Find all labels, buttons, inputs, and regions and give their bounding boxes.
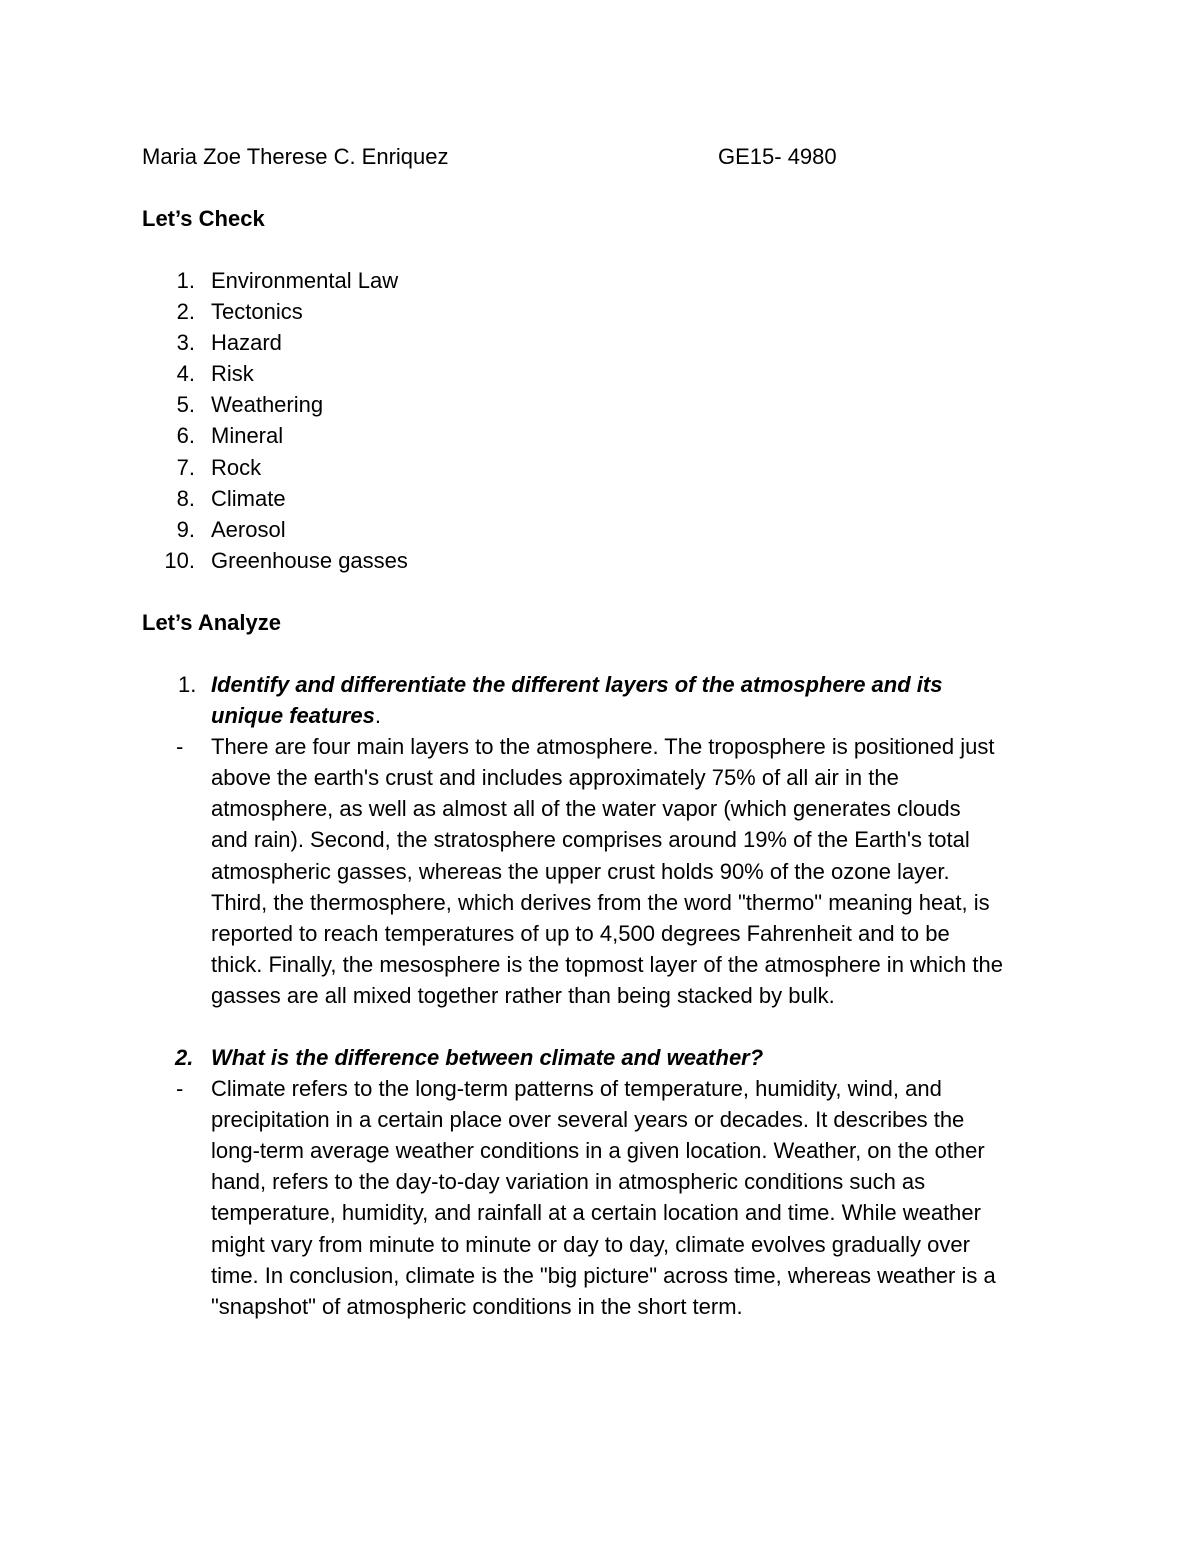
question-number: 2. (175, 1045, 194, 1070)
list-item-number: 6. (176, 423, 195, 449)
answer-line: Climate refers to the long-term patterns of temperature, humidity, wind, and (211, 1076, 942, 1102)
answer-row (142, 731, 1082, 1011)
answer-line: precipitation in a certain place over several years or decades. It describes the (211, 1107, 965, 1133)
list-item-label: Risk (211, 361, 254, 387)
answer-line: atmospheric gasses, whereas the upper crust holds 90% of the ozone layer. (211, 858, 950, 884)
question-line-wrap (211, 700, 1081, 731)
list-item-number: 3. (176, 330, 195, 356)
list-item-label: Mineral (211, 423, 284, 449)
question-row (142, 669, 1082, 731)
lets-check-heading: Let’s Check (142, 206, 265, 231)
answer-dash: - (176, 734, 184, 760)
list-item-label: Climate (211, 485, 286, 511)
course-code: GE15- 4980 (718, 144, 837, 169)
list-item-label: Environmental Law (211, 268, 399, 293)
list-item-number: 8. (176, 485, 195, 511)
answer-line: Third, the thermosphere, which derives from the word "thermo" meaning heat, is (211, 889, 990, 915)
answer-line: "snapshot" of atmospheric conditions in the short term. (211, 1293, 743, 1319)
list-item-label: Weathering (211, 392, 324, 418)
question-trailing: . (374, 703, 381, 729)
answer-line: hand, refers to the day-to-day variation in atmospheric conditions such as (211, 1169, 926, 1195)
list-item-label: Hazard (211, 330, 282, 356)
question-text (211, 1042, 1081, 1073)
student-name: Maria Zoe Therese C. Enriquez (142, 144, 449, 169)
list-item-number: 7. (176, 454, 195, 480)
answer-dash: - (176, 1076, 184, 1102)
answer-line: temperature, humidity, and rainfall at a certain location and time. While weather (211, 1200, 981, 1226)
answer-line: atmosphere, as well as almost all of the water vapor (which generates clouds (211, 796, 961, 822)
answer-line: long-term average weather conditions in a given location. Weather, on the other (211, 1138, 985, 1164)
question-line: unique features (211, 703, 375, 729)
list-item-number: 5. (176, 392, 195, 418)
list-item-number: 4. (176, 361, 195, 387)
answer-row (142, 1073, 1082, 1322)
answer-line: reported to reach temperatures of up to 4,500 degrees Fahrenheit and to be (211, 920, 950, 946)
list-item-label: Aerosol (211, 516, 286, 542)
answer-line: There are four main layers to the atmosphere. The troposphere is positioned just (211, 734, 995, 760)
answer-line: above the earth's crust and includes approximately 75% of all air in the (211, 765, 899, 791)
answer-line: might vary from minute to minute or day to day, climate evolves gradually over (211, 1231, 970, 1257)
answer-text (211, 1073, 1081, 1322)
question-number: 1. (178, 672, 197, 697)
list-item-label: Greenhouse gasses (211, 547, 408, 573)
answer-line: gasses are all mixed together rather than being stacked by bulk. (211, 982, 835, 1008)
answer-line: thick. Finally, the mesosphere is the topmost layer of the atmosphere in which the (211, 951, 1003, 977)
list-item-label: Tectonics (211, 299, 303, 325)
question-row (142, 1042, 1082, 1073)
lets-analyze-heading: Let’s Analyze (142, 610, 281, 635)
question-line: What is the difference between climate and weather? (211, 1045, 764, 1070)
question-line: Identify and differentiate the different layers of the atmosphere and its (211, 672, 943, 697)
list-item-number: 9. (176, 516, 195, 542)
answer-line: and rain). Second, the stratosphere comprises around 19% of the Earth's total (211, 827, 970, 853)
list-item-label: Rock (211, 454, 262, 480)
list-item-number: 10. (164, 547, 195, 573)
analyze-question-1 (142, 669, 1082, 1011)
answer-text (211, 731, 1081, 1011)
question-text (211, 669, 1081, 731)
list-item-number: 2. (176, 299, 195, 325)
answer-line: time. In conclusion, climate is the "big picture" across time, whereas weather is a (211, 1262, 996, 1288)
analyze-question-2 (142, 1042, 1082, 1322)
list-item-number: 1. (176, 268, 195, 293)
